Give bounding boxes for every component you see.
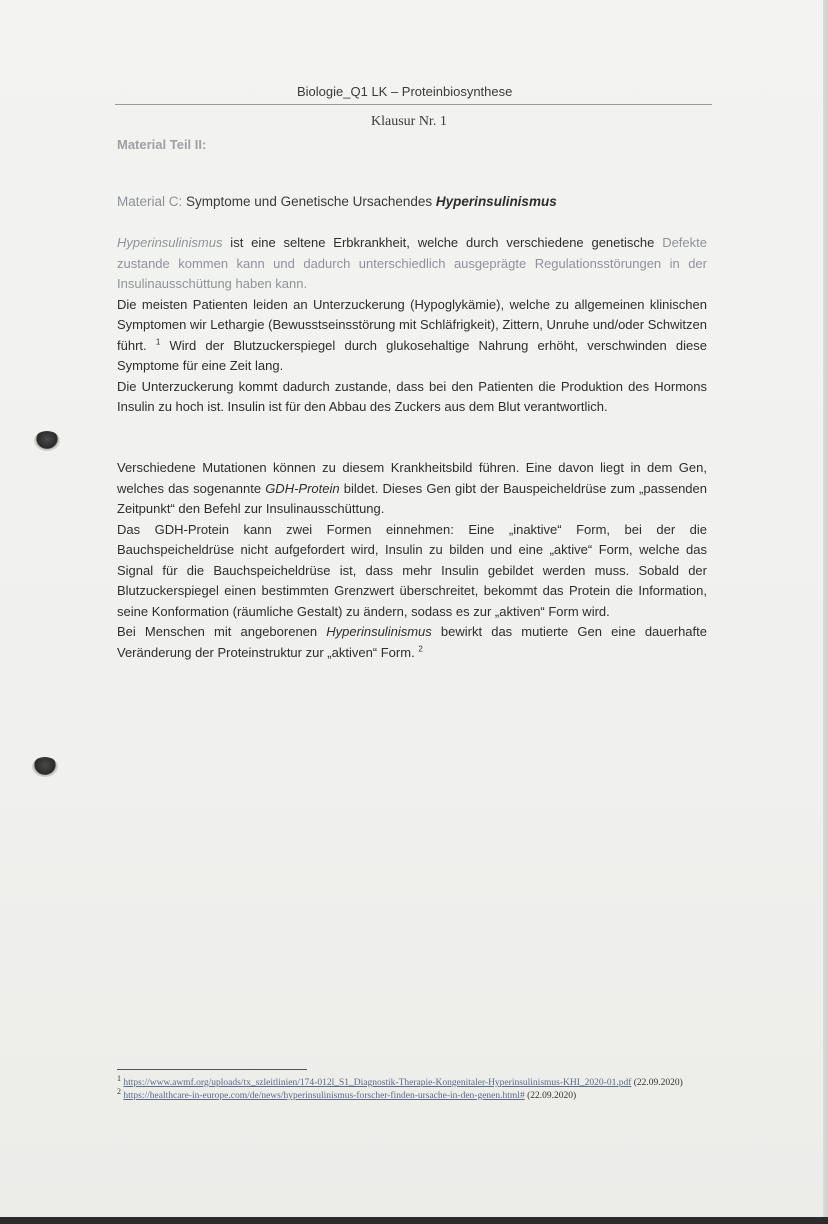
text-block-1 [117, 233, 707, 418]
punch-hole-icon [34, 431, 60, 451]
footnote-ref-2: 2 [418, 644, 423, 654]
footnote-number: 2 [117, 1086, 121, 1096]
footnote-1 [117, 1073, 717, 1089]
punch-hole-icon [32, 757, 58, 777]
footnote-2 [117, 1086, 717, 1102]
footnote-divider [117, 1069, 307, 1070]
paragraph-text: bildet. Dieses Gen gibt der Bauspeicheldrüse zum „passenden Zeitpunkt“ den Befehl zur Insulinausschüttung. [117, 480, 707, 516]
footnote-date: (22.09.2020) [524, 1091, 577, 1101]
paragraph-text: Verschiedene Mutationen können zu diesem Krankheitsbild führen. Eine davon liegt in dem Gen, welches das sogenannte [117, 460, 707, 496]
paragraph-text: ist eine seltene Erbkrankheit, welche durch verschiedene genetische [222, 235, 663, 250]
footnote-ref-1: 1 [155, 337, 161, 347]
material-part-label: Material Teil II: [117, 137, 207, 152]
footnote-number: 1 [117, 1073, 121, 1083]
material-c-prefix: Material C: [117, 194, 187, 209]
term-gdh-protein: GDH-Protein [265, 480, 340, 496]
paragraph-symptoms [117, 295, 707, 377]
material-c-term: Hyperinsulinismus [435, 194, 557, 209]
header-title: Biologie_Q1 LK – Proteinbiosynthese [297, 84, 513, 99]
exam-number: Klausur Nr. 1 [371, 114, 447, 129]
paragraph-cause: Die Unterzuckerung kommt dadurch zustande, dass bei den Patienten die Produktion des Hormons Insulin zu hoch ist. Insulin ist für den Abbau des Zuckers aus dem Blut verantwortlich. [117, 378, 707, 414]
term-hyperinsulinismus: Hyperinsulinismus [117, 235, 223, 250]
header-divider [115, 104, 712, 105]
material-c-heading [117, 194, 557, 209]
material-c-heading-text: Symptome und Genetische Ursachendes [186, 194, 436, 209]
footnote-date: (22.09.2020) [631, 1078, 683, 1088]
paragraph-congenital [117, 622, 707, 663]
paragraph-gdh-forms: Das GDH-Protein kann zwei Formen einnehmen: Eine „inaktive“ Form, bei der die Bauchspeicheldrüse nicht aufgefordert wird, Insulin zu bilden und eine „aktive“ Form, welche das Signal für die Bauchspeicheldrüse ist, dass mehr Insulin gebildet werden muss. Sobald der Blutzuckerspiegel einen bestimmten Grenzwert überschreitet, bekommt das Protein die Information, seine Konformation (räumliche Gestalt) zu ändern, sodass es zur „aktiven“ Form wird. [117, 521, 707, 619]
term-hyperinsulinismus: Hyperinsulinismus [326, 624, 432, 639]
background-edge [0, 1217, 828, 1224]
footnotes [117, 1073, 717, 1103]
paragraph-text: Die meisten Patienten leiden an Unterzuckerung (Hypoglykämie), welche zu allgemeinen klinischen Symptomen wir Lethargie (Bewusstseinsstörung mit Schläfrigkeit), Zittern, Unruhe und/oder Schwitzen führt. [117, 296, 707, 353]
paragraph-definition [117, 233, 707, 295]
paragraph-text: Bei Menschen mit angeborenen [117, 624, 327, 639]
footnote-2-link[interactable]: https://healthcare-in-europe.com/de/news/hyperinsulinismus-forscher-finden-ursache-in-den-genen.html# [123, 1091, 525, 1101]
paper-edge [823, 0, 828, 1224]
paragraph-text: Defekte zustande kommen kann und dadurch unterschiedlich ausgeprägte Regulationsstörungen in der Insulinausschüttung haben kann. [117, 235, 707, 291]
text-block-2 [117, 458, 707, 663]
paragraph-text: Wird der Blutzuckerspiegel durch glukosehaltige Nahrung erhöht, verschwinden diese Symptome für eine Zeit lang. [117, 337, 707, 373]
paragraph-mutations [117, 458, 707, 520]
paragraph-text: bewirkt das mutierte Gen eine dauerhafte Veränderung der Proteinstruktur zur „aktiven“ Form. [117, 624, 707, 660]
footnote-1-link[interactable]: https://www.awmf.org/uploads/tx_szleitlinien/174-012l_S1_Diagnostik-Therapie-Kongenitaler-Hyperinsulinismus-KHI_2020-01.pdf [123, 1078, 632, 1088]
